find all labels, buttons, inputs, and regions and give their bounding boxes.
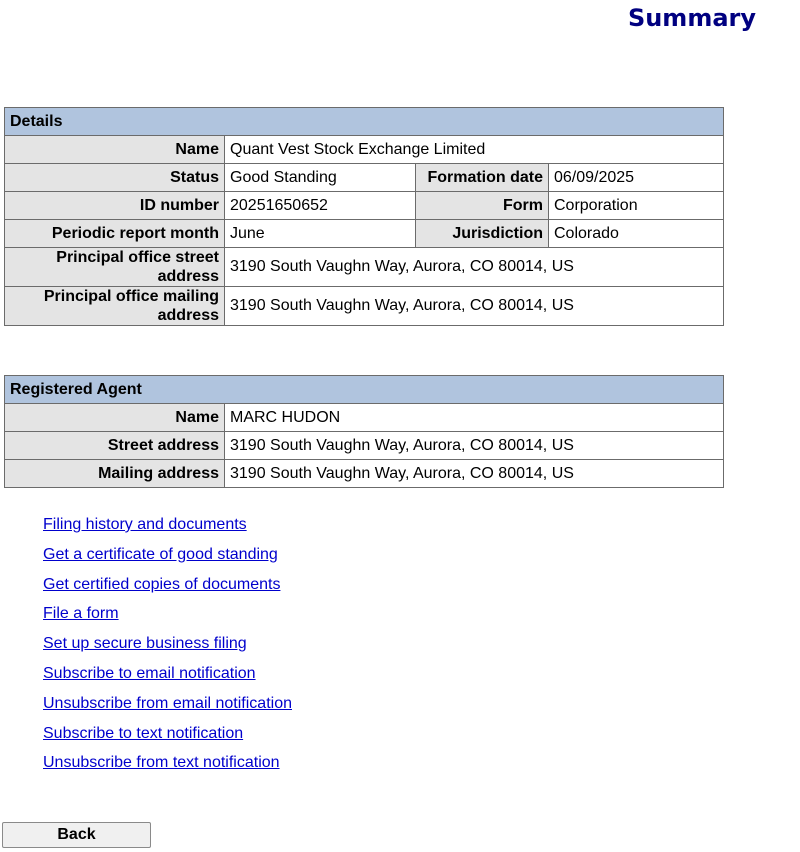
registered-agent-header: Registered Agent [5,376,724,404]
subscribe-email-link[interactable]: Subscribe to email notification [43,664,256,682]
agent-name-label: Name [5,404,225,432]
principal-office-mailing-label: Principal office mailing address [5,287,225,326]
filing-history-link[interactable]: Filing history and documents [43,516,247,533]
unsubscribe-text-link[interactable]: Unsubscribe from text notification [43,754,280,772]
formation-date-value: 06/09/2025 [549,164,724,192]
list-item [43,603,292,633]
jurisdiction-label: Jurisdiction [416,220,549,248]
back-button[interactable]: Back [2,822,151,848]
id-number-label: ID number [5,192,225,220]
table-row [5,220,724,248]
certificate-good-standing-link[interactable]: Get a certificate of good standing [43,545,278,563]
agent-street-value: 3190 South Vaughn Way, Aurora, CO 80014, US [225,432,724,460]
table-row [5,287,724,326]
id-number-value: 20251650652 [225,192,416,220]
action-links [43,514,292,782]
principal-office-street-value: 3190 South Vaughn Way, Aurora, CO 80014, US [225,248,724,287]
unsubscribe-email-link[interactable]: Unsubscribe from email notification [43,694,292,712]
list-item [43,574,292,604]
periodic-report-month-label: Periodic report month [5,220,225,248]
periodic-report-month-value: June [225,220,416,248]
name-value: Quant Vest Stock Exchange Limited [225,136,724,164]
list-item [43,693,292,723]
agent-street-label: Street address [5,432,225,460]
agent-name-value: MARC HUDON [225,404,724,432]
status-value: Good Standing [225,164,416,192]
registered-agent-table [4,375,724,488]
form-label: Form [416,192,549,220]
agent-mailing-label: Mailing address [5,460,225,488]
details-table [4,107,724,326]
table-row [5,192,724,220]
agent-mailing-value: 3190 South Vaughn Way, Aurora, CO 80014, US [225,460,724,488]
table-row [5,404,724,432]
formation-date-label: Formation date [416,164,549,192]
list-item [43,544,292,574]
list-item [43,633,292,663]
agent-header-row [5,376,724,404]
file-form-link[interactable]: File a form [43,605,119,623]
list-item [43,663,292,693]
list-item [43,752,292,782]
subscribe-text-link[interactable]: Subscribe to text notification [43,724,244,742]
status-label: Status [5,164,225,192]
list-item [43,723,292,753]
principal-office-mailing-value: 3190 South Vaughn Way, Aurora, CO 80014, US [225,287,724,326]
principal-office-street-label: Principal office street address [5,248,225,287]
table-row [5,460,724,488]
table-row [5,432,724,460]
page-title: Summary [627,4,756,32]
secure-business-filing-link[interactable]: Set up secure business filing [43,635,247,653]
list-item [43,514,292,544]
details-header-row [5,108,724,136]
form-value: Corporation [549,192,724,220]
table-row [5,248,724,287]
details-header: Details [5,108,724,136]
name-label: Name [5,136,225,164]
certified-copies-link[interactable]: Get certified copies of documents [43,575,281,593]
jurisdiction-value: Colorado [549,220,724,248]
table-row [5,136,724,164]
table-row [5,164,724,192]
